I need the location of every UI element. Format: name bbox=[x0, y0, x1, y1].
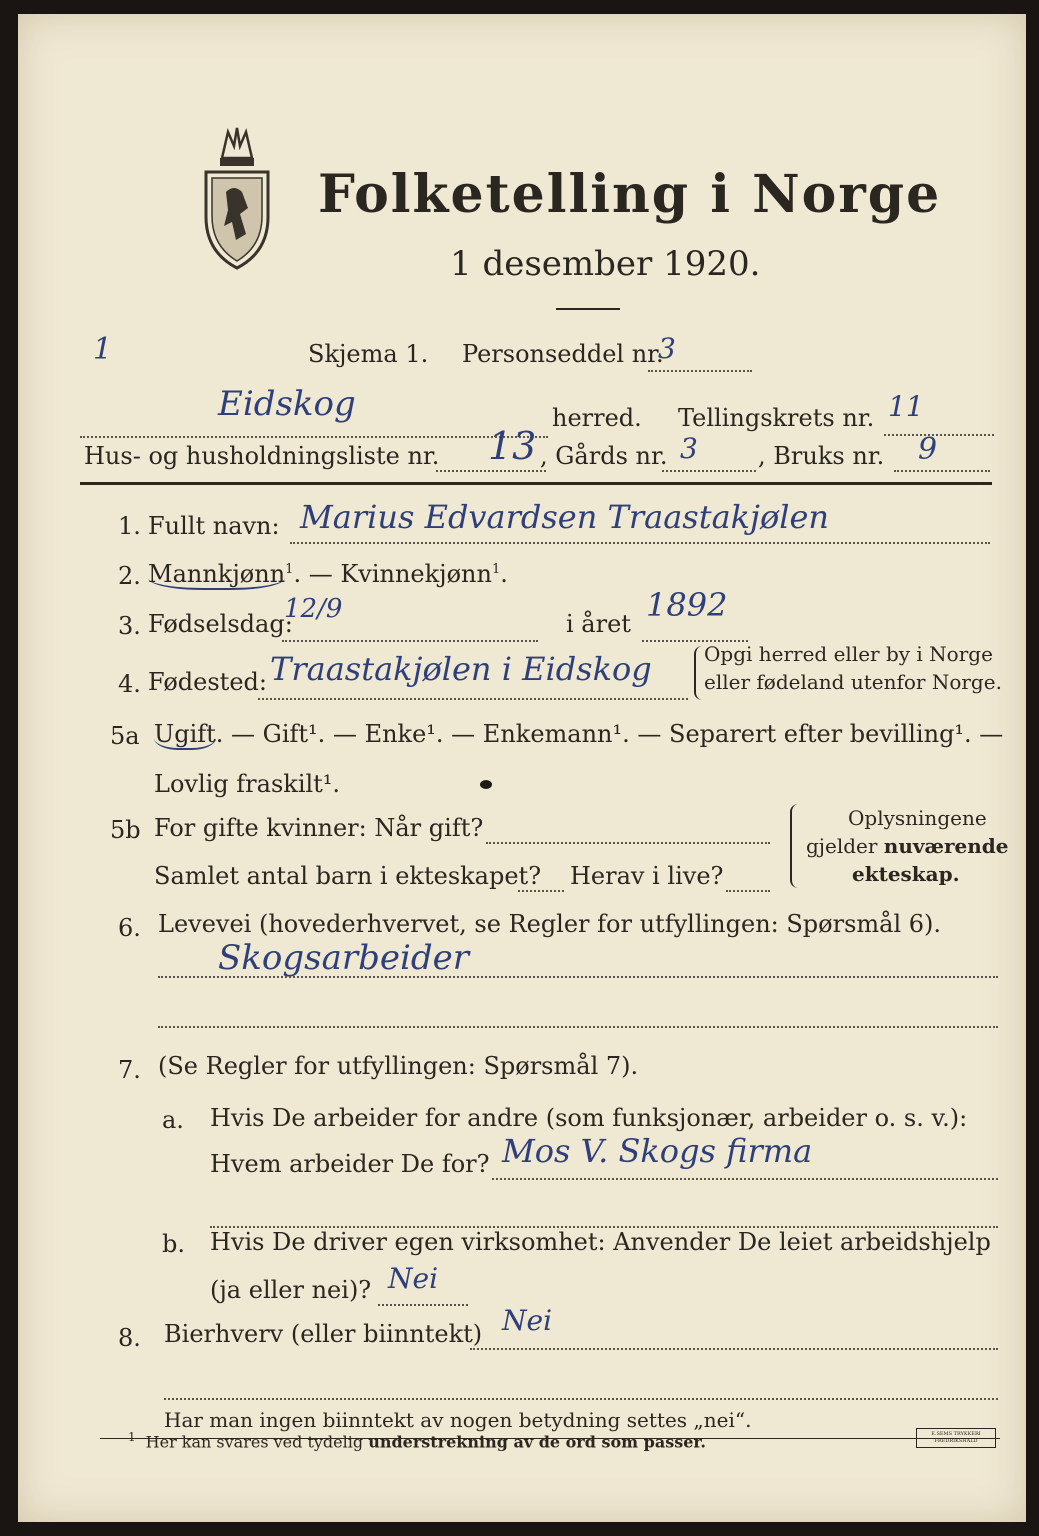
tellingskrets-dots bbox=[884, 434, 994, 436]
gards-dots bbox=[662, 470, 756, 472]
herred-label: herred. bbox=[552, 404, 642, 432]
q5b-note-line3: ekteskap. bbox=[852, 862, 960, 886]
margin-mark: 1 bbox=[93, 332, 113, 367]
q6-dots-1 bbox=[158, 976, 998, 978]
full-name-value: Marius Edvardsen Traastakjølen bbox=[300, 498, 830, 536]
q7a-letter: a. bbox=[162, 1106, 184, 1134]
male-footnote: 1 bbox=[285, 562, 294, 577]
q3-number: 3. bbox=[118, 612, 141, 640]
q7a-line2: Hvem arbeider De for? bbox=[210, 1150, 490, 1178]
q5b-line2a: Samlet antal barn i ekteskapet? bbox=[154, 862, 542, 890]
personseddel-dots bbox=[648, 370, 752, 372]
herred-value: Eidskog bbox=[218, 384, 356, 424]
footnote-text-a: Her kan svares ved tydelig bbox=[145, 1432, 369, 1452]
form-title: Folketelling i Norge bbox=[318, 164, 942, 225]
q5b-number: 5b bbox=[110, 816, 141, 844]
header-double-rule bbox=[80, 482, 992, 485]
q8-dots bbox=[470, 1348, 998, 1350]
q1-number: 1. bbox=[118, 512, 141, 540]
q5a-line2: Lovlig fraskilt¹. bbox=[154, 770, 341, 798]
q5b-note-line2 bbox=[806, 834, 1009, 858]
bruks-value: 9 bbox=[918, 432, 938, 467]
tellingskrets-value: 11 bbox=[888, 390, 924, 423]
employer-value: Mos V. Skogs firma bbox=[502, 1132, 813, 1170]
hus-value: 13 bbox=[488, 424, 537, 468]
birthyear-label: i året bbox=[566, 610, 631, 638]
q2-number: 2. bbox=[118, 562, 141, 590]
q1-dots bbox=[290, 542, 990, 544]
tellingskrets-label: Tellingskrets nr. bbox=[678, 404, 875, 432]
q6-dots-2 bbox=[158, 1026, 998, 1028]
q7b-line2: (ja eller nei)? bbox=[210, 1276, 372, 1304]
q6-number: 6. bbox=[118, 914, 141, 942]
bruks-label: , Bruks nr. bbox=[758, 442, 885, 470]
q7b-dots bbox=[378, 1304, 468, 1306]
q5b-note-line1: Oplysningene bbox=[848, 806, 987, 830]
q8-number: 8. bbox=[118, 1324, 141, 1352]
birthyear-value: 1892 bbox=[646, 586, 728, 624]
unmarried-option: Ugift bbox=[154, 720, 216, 748]
q4-dots bbox=[258, 698, 688, 700]
footnote-number: 1 bbox=[128, 1430, 136, 1444]
occupation-value: Skogsarbeider bbox=[218, 938, 469, 978]
title-divider bbox=[556, 308, 620, 310]
q5a-line1 bbox=[154, 720, 1003, 748]
gards-label: , Gårds nr. bbox=[540, 442, 668, 470]
birthdate-value: 12/9 bbox=[284, 594, 343, 624]
footer-note: Har man ingen biinntekt av nogen betydning settes „nei“. bbox=[164, 1408, 752, 1432]
q7-number: 7. bbox=[118, 1056, 141, 1084]
q4-brace bbox=[694, 646, 702, 700]
q5a-other-options: . — Gift¹. — Enke¹. — Enkemann¹. — Separert efter bevilling¹. — bbox=[215, 720, 1004, 748]
q5b-alive-dots bbox=[726, 890, 770, 892]
q5b-brace bbox=[790, 804, 800, 888]
q5a-number: 5a bbox=[110, 722, 140, 750]
q5b-line1: For gifte kvinner: Når gift? bbox=[154, 814, 484, 842]
q4-label: Fødested: bbox=[148, 668, 267, 696]
hires-help-value: Nei bbox=[388, 1262, 439, 1295]
male-option: Mannkjønn bbox=[148, 560, 286, 588]
hus-label: Hus- og husholdningsliste nr. bbox=[84, 442, 440, 470]
footnote-text-b: understrekning av de ord som passer. bbox=[368, 1432, 706, 1452]
q7-label: (Se Regler for utfyllingen: Spørsmål 7). bbox=[158, 1052, 639, 1080]
herred-dots bbox=[80, 436, 548, 438]
printer-stamp: E.SEMS TRYKKERI FREDRIKSHALD bbox=[916, 1428, 996, 1448]
q4-note-line2: eller fødeland utenfor Norge. bbox=[704, 670, 1002, 694]
q7a-dots bbox=[492, 1178, 998, 1180]
female-option: Kvinnekjønn bbox=[340, 560, 492, 588]
personseddel-value: 3 bbox=[658, 332, 676, 365]
q7b-letter: b. bbox=[162, 1230, 185, 1258]
q8-label: Bierhverv (eller biinntekt) bbox=[164, 1320, 483, 1348]
census-form bbox=[18, 14, 1026, 1522]
female-footnote: 1 bbox=[491, 562, 501, 577]
ink-spot bbox=[480, 780, 492, 789]
personseddel-label: Personseddel nr. bbox=[462, 340, 664, 368]
q2-line: Mannkjønn$^1$. — Kvinnekjønn$^1$. bbox=[148, 560, 508, 588]
q5b-married-dots bbox=[486, 842, 770, 844]
q8-dots-2 bbox=[164, 1398, 998, 1400]
q7a-line1: Hvis De arbeider for andre (som funksjonær, arbeider o. s. v.): bbox=[210, 1104, 968, 1132]
norwegian-coat-of-arms-icon bbox=[198, 122, 276, 272]
gender-separator: — bbox=[301, 560, 341, 588]
hus-dots bbox=[436, 470, 546, 472]
q3-dots bbox=[282, 640, 538, 642]
footnote bbox=[128, 1430, 706, 1451]
q6-label: Levevei (hovederhvervet, se Regler for utfyllingen: Spørsmål 6). bbox=[158, 910, 942, 938]
q5b-note-gjelder: gjelder bbox=[806, 834, 884, 858]
census-date: 1 desember 1920. bbox=[450, 244, 761, 284]
q1-label: Fullt navn: bbox=[148, 512, 280, 540]
birthplace-value: Traastakjølen i Eidskog bbox=[270, 650, 652, 688]
q5b-children-dots bbox=[518, 890, 564, 892]
gards-value: 3 bbox=[680, 432, 698, 465]
q5b-line2b: Herav i live? bbox=[570, 862, 724, 890]
q4-number: 4. bbox=[118, 670, 141, 698]
q5b-note-current: nuværende bbox=[883, 834, 1009, 858]
side-income-value: Nei bbox=[502, 1304, 553, 1337]
q7b-line1: Hvis De driver egen virksomhet: Anvender De leiet arbeidshjelp bbox=[210, 1228, 991, 1256]
bruks-dots bbox=[894, 470, 990, 472]
skjema-label: Skjema 1. bbox=[308, 340, 429, 368]
q3-label: Fødselsdag: bbox=[148, 610, 293, 638]
q4-note-line1: Opgi herred eller by i Norge bbox=[704, 642, 993, 666]
